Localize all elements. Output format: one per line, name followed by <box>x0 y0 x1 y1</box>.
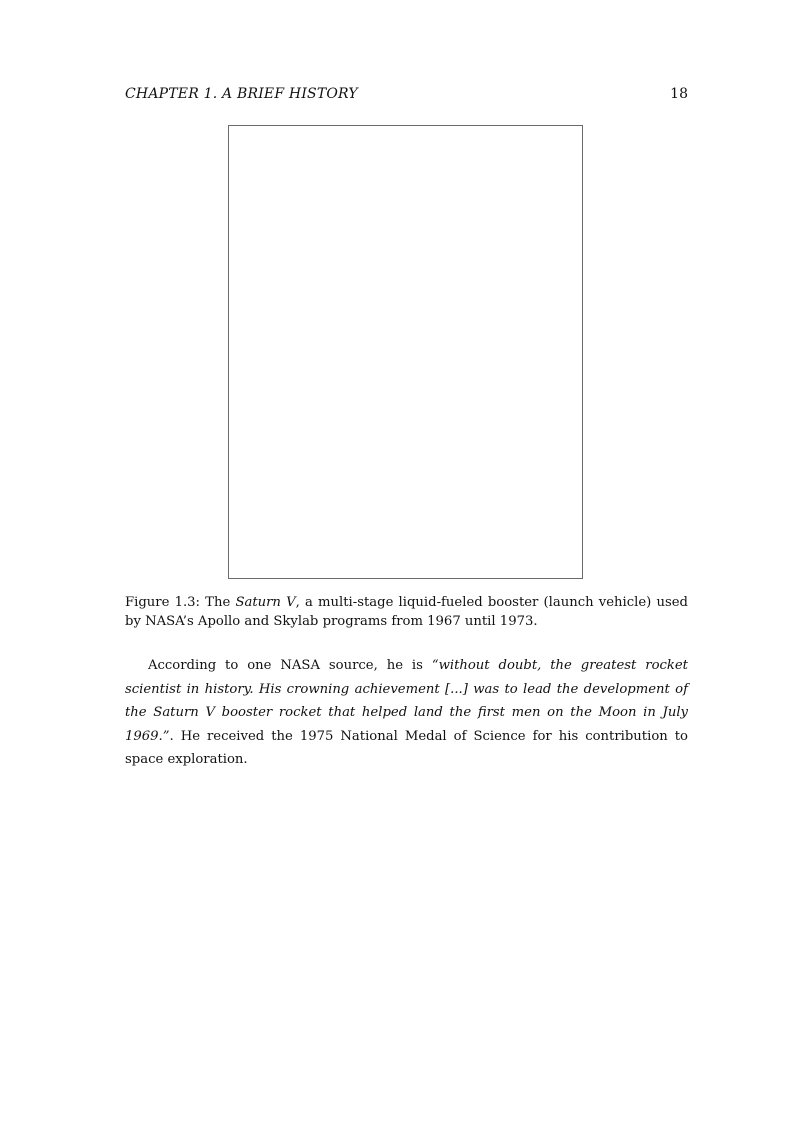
page-number: 18 <box>670 86 688 102</box>
caption-label: Figure 1.3: <box>125 595 200 610</box>
chapter-title: CHAPTER 1. A BRIEF HISTORY <box>125 86 358 102</box>
figure-placeholder-frame <box>228 125 583 579</box>
caption-text-pre: The <box>200 595 236 610</box>
figure-caption <box>125 593 688 631</box>
paragraph-tail: . He received the 1975 National Medal of Science for his contribution to space exploration. <box>125 728 688 767</box>
paragraph-quote: “without doubt, the greatest rocket scientist in history. His crowning achievement [...] was to lead the development of the Saturn V booster rocket that helped land the first men on the Moon in July 1969.” <box>125 658 688 744</box>
caption-text-post: , a multi-stage liquid-fueled booster (launch vehicle) used by NASA’s Apollo and Skylab programs from 1967 until 1973. <box>125 595 688 629</box>
running-header <box>125 85 688 103</box>
paragraph-lead: According to one NASA source, he is <box>148 658 432 673</box>
caption-italic-name: Saturn V <box>235 595 296 610</box>
body-paragraph <box>125 654 688 772</box>
